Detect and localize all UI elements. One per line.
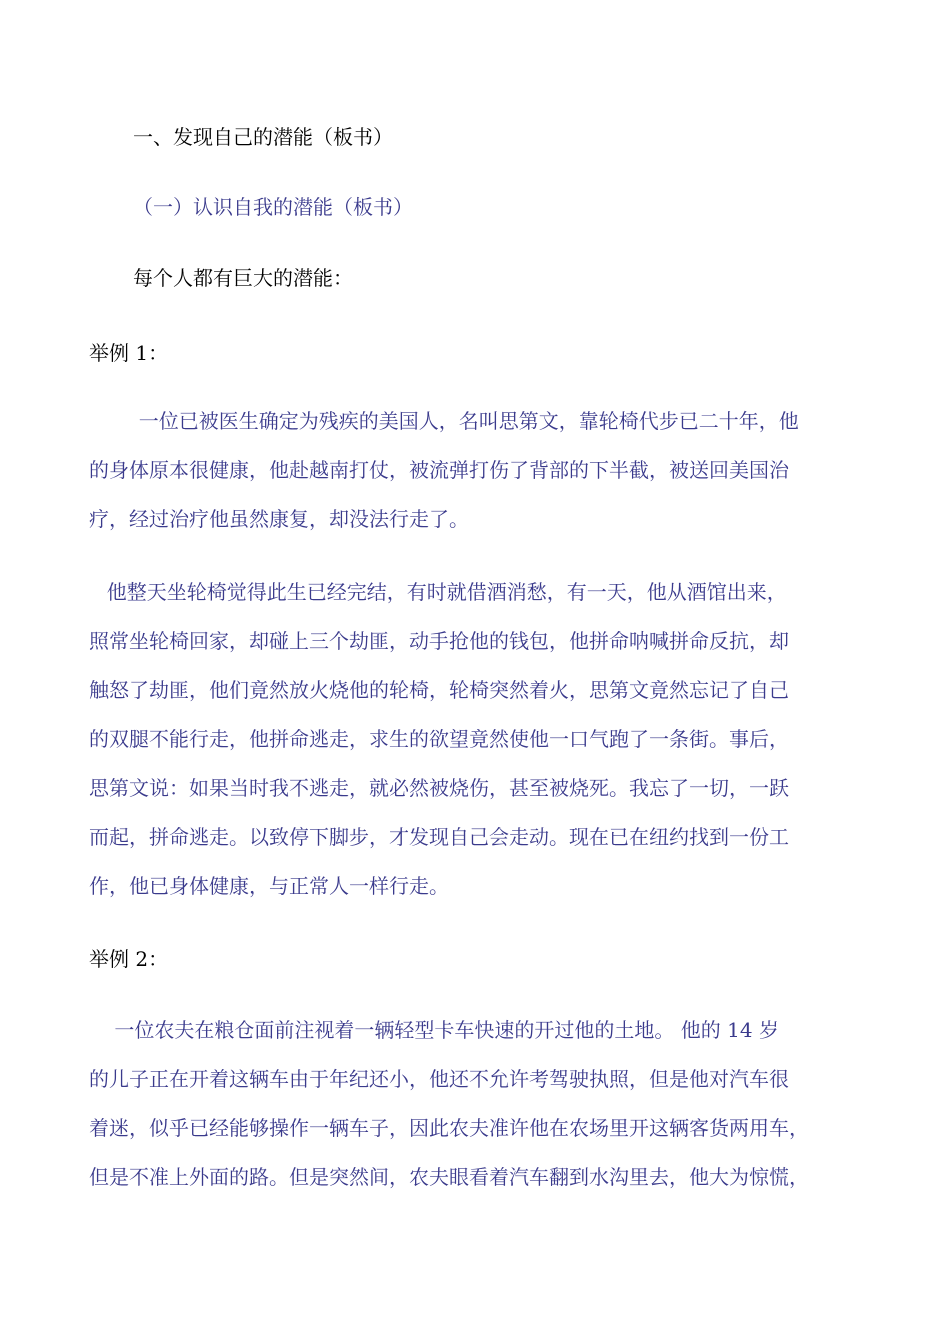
example-1-para-2-line-2: 照常坐轮椅回家，却碰上三个劫匪，动手抢他的钱包，他拼命呐喊拼命反抗，却	[89, 629, 789, 653]
example-1-label: 举例 1：	[89, 341, 169, 365]
example-1-para-2-line-1: 他整天坐轮椅觉得此生已经完结，有时就借酒消愁，有一天，他从酒馆出来，	[94, 580, 787, 604]
example-1-para-2-line-4: 的双腿不能行走，他拼命逃走，求生的欲望竟然使他一口气跑了一条街。事后，	[89, 727, 789, 751]
example-1-para-1-line-3: 疗，经过治疗他虽然康复，却没法行走了。	[89, 507, 469, 531]
example-1-para-2-line-7: 作，他已身体健康，与正常人一样行走。	[89, 874, 449, 898]
example-2-para-1-line-3: 着迷，似乎已经能够操作一辆车子，因此农夫准许他在农场里开这辆客货两用车，	[89, 1116, 809, 1140]
example-1-para-1-line-1: 一位已被医生确定为残疾的美国人，名叫思第文，靠轮椅代步已二十年，他	[126, 409, 799, 433]
example-1-para-2-line-5: 思第文说：如果当时我不逃走，就必然被烧伤，甚至被烧死。我忘了一切，一跃	[89, 776, 789, 800]
example-2-para-1-line-2: 的儿子正在开着这辆车由于年纪还小，他还不允许考驾驶执照，但是他对汽车很	[89, 1067, 789, 1091]
intro-line: 每个人都有巨大的潜能：	[133, 266, 353, 290]
example-1-para-2-line-3: 触怒了劫匪，他们竟然放火烧他的轮椅，轮椅突然着火，思第文竟然忘记了自己	[89, 678, 789, 702]
heading-level-1: 一、发现自己的潜能（板书）	[133, 125, 393, 149]
example-2-label: 举例 2：	[89, 947, 169, 971]
example-1-para-2-line-6: 而起，拼命逃走。以致停下脚步，才发现自己会走动。现在已在纽约找到一份工	[89, 825, 789, 849]
example-2-para-1-line-1: 一位农夫在粮仓面前注视着一辆轻型卡车快速的开过他的土地。 他的 14 岁	[89, 1018, 779, 1042]
heading-level-2: （一）认识自我的潜能（板书）	[133, 195, 413, 219]
example-2-para-1-line-4: 但是不准上外面的路。但是突然间，农夫眼看着汽车翻到水沟里去，他大为惊慌，	[89, 1165, 809, 1189]
example-1-para-1-line-2: 的身体原本很健康，他赴越南打仗，被流弹打伤了背部的下半截，被送回美国治	[89, 458, 789, 482]
